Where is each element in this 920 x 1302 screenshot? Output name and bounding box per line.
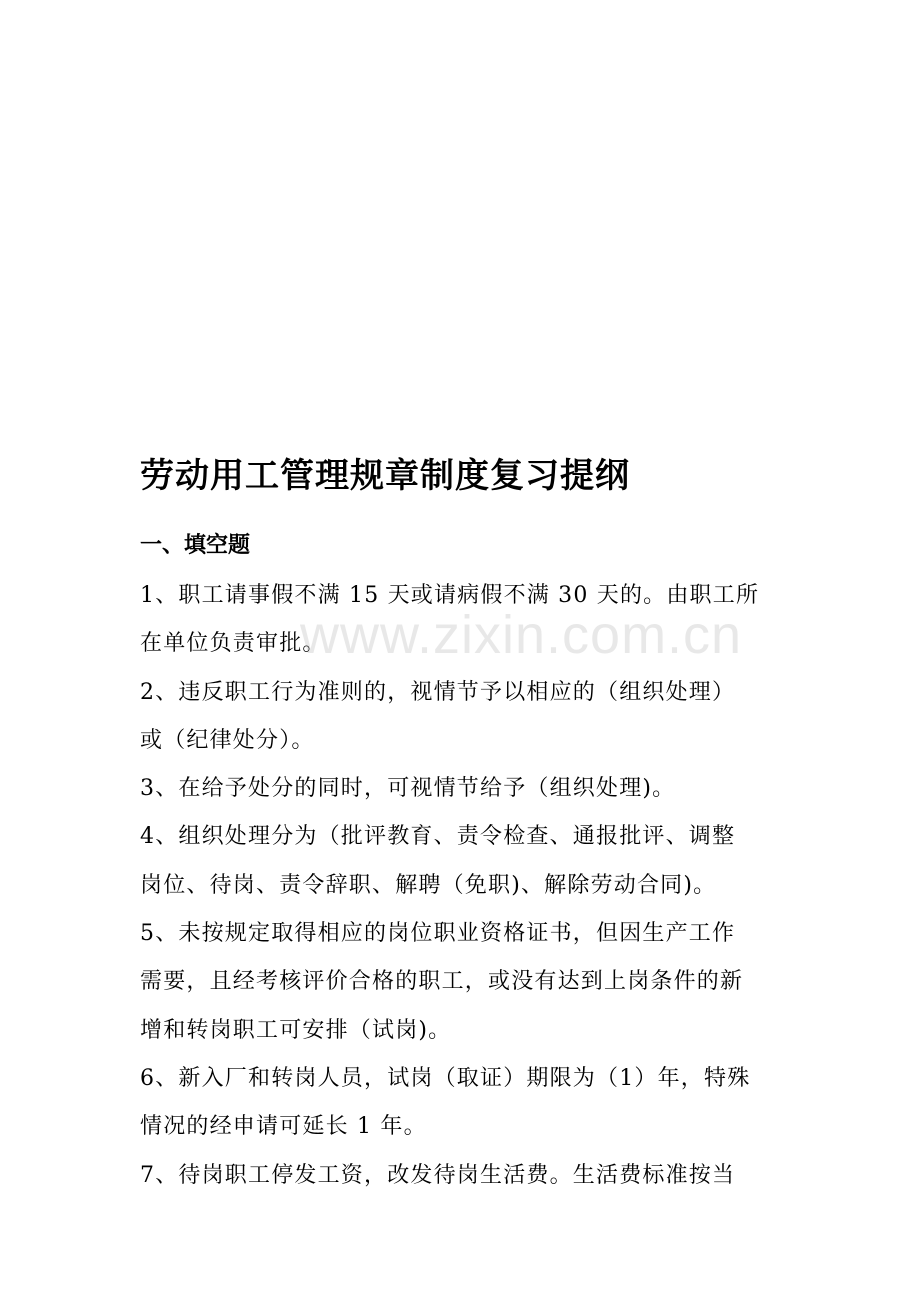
text-line: 增和转岗职工可安排（试岗)。: [140, 1017, 452, 1043]
text-line: 情况的经申请可延长 1 年。: [140, 1114, 427, 1140]
text-line: 2、违反职工行为准则的，视情节予以相应的（组织处理）: [140, 679, 736, 705]
text-line: 需要，且经考核评价合格的职工，或没有达到上岗条件的新: [140, 969, 744, 995]
text-line: 岗位、待岗、责令辞职、解聘（免职)、解除劳动合同)。: [140, 872, 717, 898]
text-line: 6、新入厂和转岗人员，试岗（取证）期限为（1）年，特殊: [140, 1065, 751, 1091]
text-line: 5、未按规定取得相应的岗位职业资格证书，但因生产工作: [140, 921, 736, 947]
watermark: www.zixin.com.cn: [300, 605, 743, 665]
text-line: 4、组织处理分为（批评教育、责令检查、通报批评、调整: [140, 824, 736, 850]
text-line: 1、职工请事假不满 15 天或请病假不满 30 天的。由职工所: [140, 583, 760, 608]
section-heading: 一、填空题: [140, 533, 251, 558]
question-list: [140, 572, 780, 1200]
text-line: 3、在给予处分的同时，可视情节给予（组织处理)。: [140, 776, 676, 802]
text-line: 或（纪律处分）。: [140, 727, 315, 753]
document-title: 劳动用工管理规章制度复习提纲: [140, 456, 630, 496]
text-line: 在单位负责审批。: [140, 631, 326, 657]
text-line: 7、待岗职工停发工资，改发待岗生活费。生活费标准按当: [140, 1162, 736, 1188]
